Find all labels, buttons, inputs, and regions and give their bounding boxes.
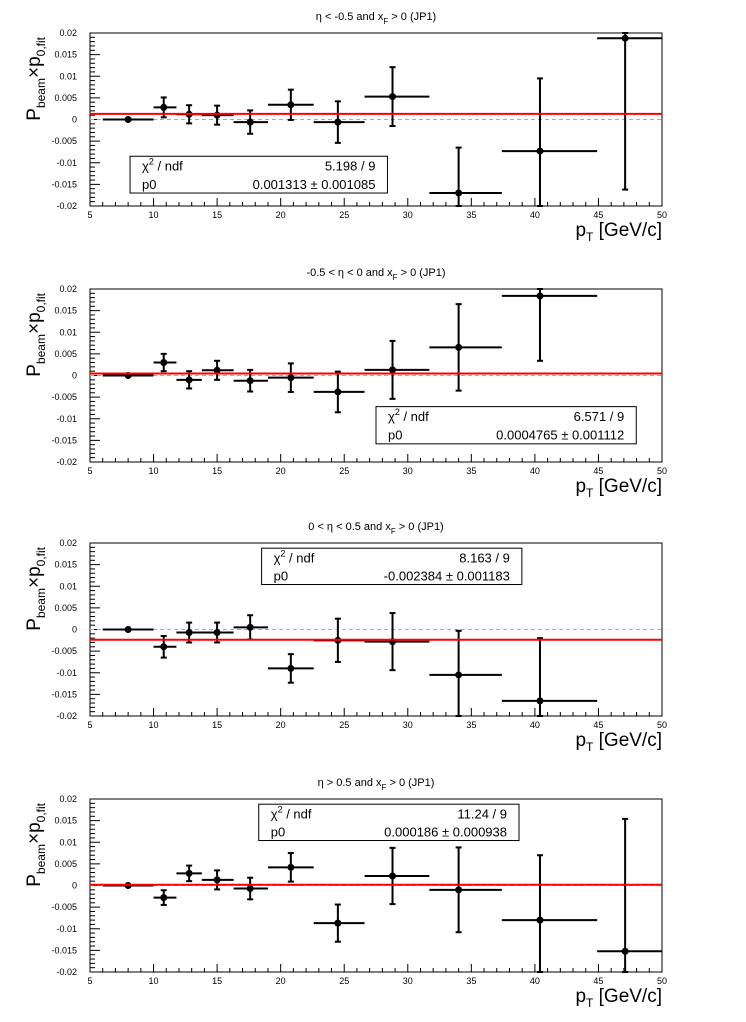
y-tick-label: -0.02 <box>56 711 77 721</box>
xlabel-rest: [GeV/c] <box>593 730 662 751</box>
chi2-value: 6.571 / 9 <box>573 408 625 424</box>
xlabel-main: p <box>575 986 587 1007</box>
data-marker <box>160 359 167 366</box>
y-tick-label: 0.015 <box>54 815 77 826</box>
data-point <box>365 848 430 904</box>
data-point <box>502 638 597 716</box>
data-point <box>502 78 597 206</box>
p0-label: p0 <box>270 824 286 840</box>
p0-central: 0.001313 <box>252 176 307 192</box>
data-marker <box>536 148 543 155</box>
data-point <box>429 304 501 391</box>
data-marker <box>334 388 341 395</box>
x-tick-label: 35 <box>466 976 477 986</box>
p0-value <box>384 824 507 839</box>
p0-plus-minus: ± <box>438 824 453 840</box>
data-marker <box>247 885 254 892</box>
y-tick-label: -0.015 <box>51 179 77 190</box>
xlabel-main: p <box>575 476 587 497</box>
p0-value <box>496 428 624 443</box>
data-marker <box>622 948 629 955</box>
data-marker <box>186 376 193 383</box>
x-tick-label: 40 <box>529 976 540 986</box>
data-marker <box>287 864 294 871</box>
ylabel-main: P <box>24 108 45 121</box>
data-marker <box>247 624 254 631</box>
y-tick-label: -0.01 <box>56 413 77 424</box>
x-axis-title <box>575 220 662 244</box>
y-tick-label: 0.005 <box>54 602 77 613</box>
panel-3 <box>24 521 667 754</box>
stats-box <box>130 156 387 193</box>
chi2-superscript: 2 <box>280 548 286 559</box>
y-tick-label: 0.01 <box>59 837 77 848</box>
p0-plus-minus: ± <box>557 427 572 443</box>
ylabel-main: P <box>24 364 45 377</box>
x-tick-label: 10 <box>148 466 159 476</box>
data-point <box>429 847 501 932</box>
x-tick-label: 35 <box>466 210 477 220</box>
chi2-symbol: χ <box>273 550 281 566</box>
y-axis-title <box>24 546 48 630</box>
data-point <box>365 613 430 670</box>
chi2-ndf-label: / ndf <box>282 806 312 822</box>
y-tick-label: 0.01 <box>59 327 77 338</box>
stats-box <box>376 407 636 444</box>
p0-label: p0 <box>142 176 157 192</box>
title-main: η > 0.5 and x <box>317 777 382 789</box>
p0-value <box>384 568 510 583</box>
y-tick-label: -0.02 <box>56 457 77 467</box>
x-tick-label: 45 <box>593 976 604 986</box>
x-tick-label: 10 <box>148 210 159 220</box>
data-marker <box>622 35 629 42</box>
title-subscript: F <box>383 17 389 26</box>
xlabel-subscript: T <box>586 740 594 754</box>
x-tick-label: 45 <box>593 720 604 730</box>
p0-label: p0 <box>273 568 289 584</box>
ylabel-times-p: ×p <box>24 822 45 845</box>
data-point <box>103 626 154 633</box>
data-point <box>365 67 430 126</box>
y-tick-label: -0.005 <box>51 902 77 913</box>
x-tick-label: 5 <box>87 210 93 220</box>
y-axis-title <box>24 802 48 886</box>
data-marker <box>287 101 294 108</box>
data-marker <box>247 119 254 126</box>
x-axis-title <box>575 730 662 754</box>
panel-title <box>306 267 445 282</box>
x-tick-label: 30 <box>402 976 413 986</box>
x-tick-label: 20 <box>275 720 286 730</box>
x-tick-label: 15 <box>212 720 223 730</box>
ylabel-subscript-fit: 0,fit <box>34 293 48 313</box>
p0-plus-minus: ± <box>306 176 322 192</box>
y-tick-label: 0 <box>71 880 77 891</box>
x-tick-label: 35 <box>466 720 477 730</box>
title-rest: > 0 (JP1) <box>386 777 435 789</box>
p0-label: p0 <box>388 427 403 443</box>
y-tick-label: 0.015 <box>54 559 77 570</box>
xlabel-subscript: T <box>586 230 594 244</box>
chi2-ndf-label: / ndf <box>153 158 183 174</box>
x-tick-label: 40 <box>529 210 540 220</box>
xlabel-subscript: T <box>586 996 594 1010</box>
data-point <box>429 148 501 206</box>
data-marker <box>160 643 167 650</box>
y-axis-title <box>24 292 48 376</box>
chi2-superscript: 2 <box>148 156 154 167</box>
y-tick-label: 0.015 <box>54 49 77 60</box>
chi2-ndf-label: / ndf <box>399 408 429 424</box>
p0-value <box>253 177 376 192</box>
x-tick-label: 25 <box>339 976 350 986</box>
x-tick-label: 15 <box>212 466 223 476</box>
data-point <box>268 654 314 683</box>
x-tick-label: 5 <box>87 466 93 476</box>
data-marker <box>125 116 132 123</box>
panel-title <box>308 521 443 536</box>
data-marker <box>186 870 193 877</box>
y-tick-label: 0.01 <box>59 71 77 82</box>
ylabel-subscript: beam <box>34 334 48 365</box>
title-subscript: F <box>390 527 396 536</box>
y-tick-label: 0.005 <box>54 858 77 869</box>
x-tick-label: 35 <box>466 466 477 476</box>
chi2-value: 11.24 / 9 <box>457 806 507 822</box>
ylabel-times-p: ×p <box>24 312 45 335</box>
data-marker <box>125 626 132 633</box>
data-marker <box>389 872 396 879</box>
data-point <box>154 890 177 905</box>
x-tick-label: 20 <box>275 210 286 220</box>
ylabel-main: P <box>24 874 45 887</box>
data-point <box>314 905 365 942</box>
data-marker <box>455 190 462 197</box>
data-marker <box>214 629 221 636</box>
data-point <box>176 866 201 882</box>
y-tick-label: 0 <box>71 114 77 125</box>
data-marker <box>389 93 396 100</box>
data-marker <box>287 665 294 672</box>
x-tick-label: 50 <box>656 210 668 220</box>
xlabel-rest: [GeV/c] <box>593 220 662 241</box>
title-main: η < -0.5 and x <box>315 11 384 23</box>
chi2-symbol: χ <box>270 806 278 822</box>
data-point <box>202 106 234 125</box>
chi2-label <box>274 548 315 565</box>
y-tick-label: 0.005 <box>54 348 77 359</box>
x-tick-label: 25 <box>339 210 350 220</box>
data-point <box>502 289 597 361</box>
x-tick-label: 50 <box>656 466 668 476</box>
title-main: 0 < η < 0.5 and x <box>308 521 391 533</box>
x-tick-label: 20 <box>275 466 286 476</box>
chi2-label <box>271 804 312 821</box>
x-tick-label: 50 <box>656 976 668 986</box>
data-point <box>202 361 234 380</box>
y-tick-label: -0.005 <box>51 136 77 147</box>
data-marker <box>214 112 221 119</box>
data-point <box>597 33 662 190</box>
y-axis-title <box>24 36 48 120</box>
data-marker <box>455 671 462 678</box>
data-point <box>234 615 268 639</box>
title-rest: > 0 (JP1) <box>388 11 437 23</box>
x-tick-label: 30 <box>402 720 413 730</box>
y-tick-label: 0 <box>71 624 77 635</box>
ylabel-times-p: ×p <box>24 56 45 79</box>
x-tick-label: 40 <box>529 720 540 730</box>
data-point <box>154 354 177 371</box>
p0-central: 0.000186 <box>384 824 439 840</box>
xlabel-main: p <box>575 220 587 241</box>
ylabel-subscript-fit: 0,fit <box>34 803 48 823</box>
p0-error: 0.000938 <box>452 824 507 840</box>
panel-4 <box>24 777 667 1010</box>
x-tick-label: 25 <box>339 466 350 476</box>
panel-title <box>318 777 435 792</box>
title-rest: > 0 (JP1) <box>397 267 446 279</box>
x-tick-label: 45 <box>593 210 604 220</box>
data-point <box>268 853 314 882</box>
chi2-superscript: 2 <box>394 406 400 417</box>
chi2-value: 8.163 / 9 <box>459 550 510 566</box>
title-main: -0.5 < η < 0 and x <box>306 267 393 279</box>
data-marker <box>160 104 167 111</box>
chi2-label <box>388 407 429 424</box>
data-marker <box>247 377 254 384</box>
title-subscript: F <box>392 273 398 282</box>
xlabel-rest: [GeV/c] <box>593 986 662 1007</box>
y-tick-label: -0.01 <box>56 667 77 678</box>
x-tick-label: 15 <box>212 210 223 220</box>
data-point <box>103 116 154 123</box>
y-tick-label: -0.015 <box>51 945 77 956</box>
data-point <box>268 363 314 392</box>
title-rest: > 0 (JP1) <box>395 521 444 533</box>
data-marker <box>186 629 193 636</box>
data-marker <box>389 366 396 373</box>
y-tick-label: -0.005 <box>51 392 77 403</box>
xlabel-rest: [GeV/c] <box>593 476 662 497</box>
title-subscript: F <box>381 783 387 792</box>
x-tick-label: 10 <box>148 976 159 986</box>
chi2-symbol: χ <box>388 408 395 424</box>
x-tick-label: 40 <box>529 466 540 476</box>
y-tick-label: 0.02 <box>59 538 77 548</box>
p0-error: 0.001112 <box>571 427 625 443</box>
ylabel-subscript: beam <box>34 78 48 109</box>
p0-error: 0.001183 <box>456 568 510 584</box>
y-tick-label: 0 <box>71 370 77 381</box>
y-tick-label: 0.02 <box>59 28 77 38</box>
x-axis-title <box>575 986 662 1010</box>
x-tick-label: 50 <box>656 720 668 730</box>
data-point <box>234 878 268 900</box>
data-marker <box>536 917 543 924</box>
data-marker <box>160 894 167 901</box>
panel-title <box>316 11 436 26</box>
y-tick-label: 0.015 <box>54 305 77 316</box>
data-marker <box>536 292 543 299</box>
p0-plus-minus: ± <box>442 568 457 584</box>
y-tick-label: -0.01 <box>56 157 77 168</box>
data-point <box>429 631 501 716</box>
data-marker <box>334 920 341 927</box>
chi2-value: 5.198 / 9 <box>324 158 376 174</box>
data-point <box>268 90 314 120</box>
x-tick-label: 30 <box>402 466 413 476</box>
ylabel-main: P <box>24 618 45 631</box>
y-tick-label: -0.02 <box>56 201 77 211</box>
y-tick-label: -0.005 <box>51 646 77 657</box>
data-point <box>597 819 662 972</box>
data-marker <box>334 119 341 126</box>
y-tick-label: -0.015 <box>51 435 77 446</box>
data-marker <box>214 876 221 883</box>
ylabel-subscript: beam <box>34 588 48 619</box>
p0-error: 0.001085 <box>321 176 376 192</box>
xlabel-subscript: T <box>586 486 594 500</box>
ylabel-subscript-fit: 0,fit <box>34 37 48 57</box>
y-tick-label: 0.02 <box>59 794 77 804</box>
y-tick-label: 0.02 <box>59 284 77 294</box>
data-marker <box>455 344 462 351</box>
chi2-symbol: χ <box>142 158 149 174</box>
x-tick-label: 15 <box>212 976 223 986</box>
chi2-superscript: 2 <box>277 804 283 815</box>
ylabel-times-p: ×p <box>24 566 45 589</box>
stats-box <box>259 804 519 840</box>
y-tick-label: -0.015 <box>51 689 77 700</box>
y-tick-label: -0.02 <box>56 967 77 977</box>
x-tick-label: 25 <box>339 720 350 730</box>
x-tick-label: 10 <box>148 720 159 730</box>
y-tick-label: 0.01 <box>59 581 77 592</box>
x-tick-label: 5 <box>87 720 93 730</box>
panel-2 <box>24 267 667 500</box>
chi2-label <box>142 156 183 173</box>
x-tick-label: 20 <box>275 976 286 986</box>
stats-box <box>262 548 522 584</box>
data-point <box>365 341 430 399</box>
p0-central: 0.0004765 <box>496 427 558 443</box>
data-point <box>314 372 365 413</box>
data-marker <box>455 886 462 893</box>
x-axis-title <box>575 476 662 500</box>
data-point <box>502 855 597 972</box>
data-marker <box>536 697 543 704</box>
p0-central: -0.002384 <box>383 568 443 584</box>
ylabel-subscript: beam <box>34 844 48 875</box>
chi2-ndf-label: / ndf <box>285 550 315 566</box>
x-tick-label: 5 <box>87 976 93 986</box>
ylabel-subscript-fit: 0,fit <box>34 547 48 567</box>
panel-1 <box>24 11 667 244</box>
y-tick-label: -0.01 <box>56 923 77 934</box>
x-tick-label: 45 <box>593 466 604 476</box>
x-tick-label: 30 <box>402 210 413 220</box>
data-point <box>314 101 365 143</box>
xlabel-main: p <box>575 730 587 751</box>
data-point <box>202 870 234 889</box>
data-marker <box>287 374 294 381</box>
y-tick-label: 0.005 <box>54 92 77 103</box>
